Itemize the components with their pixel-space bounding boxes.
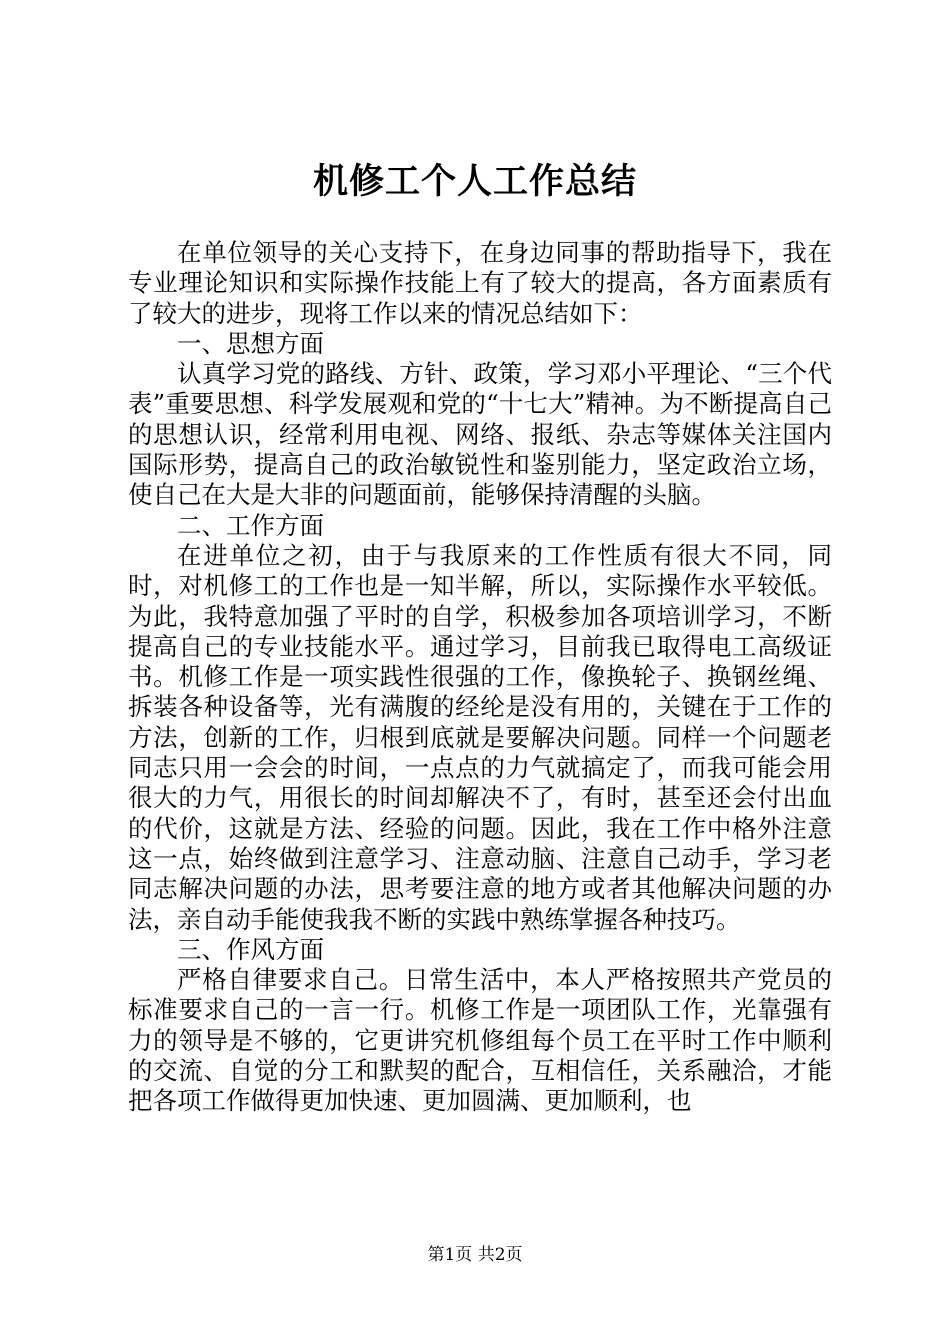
section-heading-work: 二、工作方面 xyxy=(177,510,324,540)
document-body xyxy=(128,238,832,1117)
section-heading-style: 三、作风方面 xyxy=(177,934,324,964)
style-paragraph: 严格自律要求自己。日常生活中，本人严格按照共产党员的标准要求自己的一言一行。机修工作是一项团队工作，光靠强有力的领导是不够的，它更讲究机修组每个员工在平时工作中顺利的交流、自觉的分工和默契的配合，互相信任，关系融洽，才能把各项工作做得更加快速、更加圆满、更加顺利，也 xyxy=(128,965,832,1116)
section-heading-thought: 一、思想方面 xyxy=(177,328,324,358)
work-paragraph: 在进单位之初，由于与我原来的工作性质有很大不同，同时，对机修工的工作也是一知半解，所以，实际操作水平较低。为此，我特意加强了平时的自学，积极参加各项培训学习，不断提高自己的专业技能水平。通过学习，目前我已取得电工高级证书。机修工作是一项实践性很强的工作，像换轮子、换钢丝绳、拆装各种设备等，光有满腹的经纶是没有用的，关键在于工作的方法，创新的工作，归根到底就是要解决问题。同样一个问题老同志只用一会会的时间，一点点的力气就搞定了，而我可能会用很大的力气，用很长的时间却解决不了，有时，甚至还会付出血的代价，这就是方法、经验的问题。因此，我在工作中格外注意这一点，始终做到注意学习、注意动脑、注意自己动手，学习老同志解决问题的办法，思考要注意的地方或者其他解决问题的办法，亲自动手能使我我不断的实践中熟练掌握各种技巧。 xyxy=(128,540,832,934)
page-footer: 第1页 共2页 xyxy=(427,1245,523,1265)
thought-paragraph: 认真学习党的路线、方针、政策，学习邓小平理论、“三个代表”重要思想、科学发展观和党的“十七大”精神。为不断提高自己的思想认识，经常利用电视、网络、报纸、杂志等媒体关注国内国际形势，提高自己的政治敏锐性和鉴别能力，坚定政治立场，使自己在大是大非的问题面前，能够保持清醒的头脑。 xyxy=(128,359,832,510)
document-title: 机修工个人工作总结 xyxy=(312,161,637,202)
intro-paragraph: 在单位领导的关心支持下，在身边同事的帮助指导下，我在专业理论知识和实际操作技能上有了较大的提高，各方面素质有了较大的进步，现将工作以来的情况总结如下： xyxy=(128,238,832,328)
